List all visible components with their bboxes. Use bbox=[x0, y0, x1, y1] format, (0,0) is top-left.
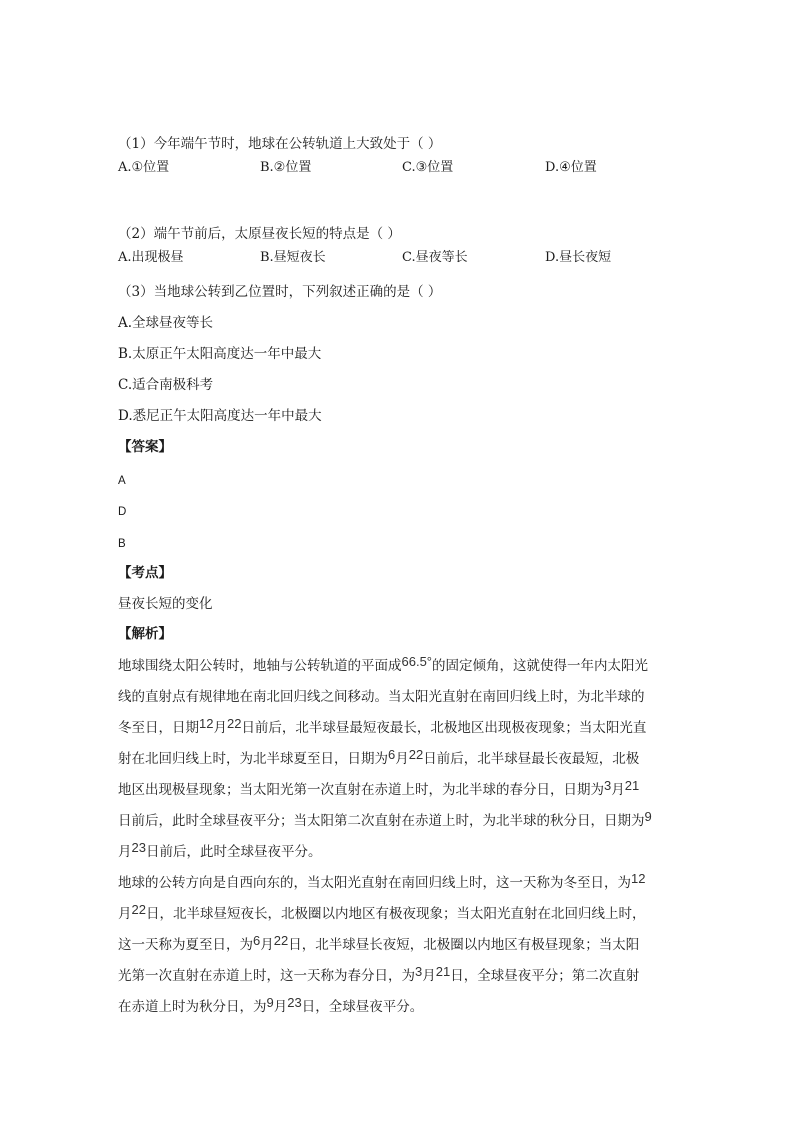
question-2-stem: （2）端午节前后，太原昼夜长短的特点是（ ） bbox=[118, 226, 401, 242]
paragraph-line: 日前后，此时全球昼夜平分；当太阳第二次直射在赤道上时，为北半球的秋分日，日期为9 bbox=[118, 809, 652, 829]
question-3-option-d: D.悉尼正午太阳高度达一年中最大 bbox=[118, 408, 322, 424]
paragraph-line: 月22日，北半球昼短夜长，北极圈以内地区有极夜现象；当太阳光直射在北回归线上时， bbox=[118, 902, 646, 922]
kaodian-heading: 【考点】 bbox=[118, 565, 172, 581]
question-1-stem: （1）今年端午节时，地球在公转轨道上大致处于（ ） bbox=[118, 136, 442, 152]
question-2-option-c: C.昼夜等长 bbox=[402, 250, 468, 265]
question-3-stem: （3）当地球公转到乙位置时，下列叙述正确的是（ ） bbox=[118, 284, 442, 300]
paragraph-line: 这一天称为夏至日，为6月22日，北半球昼长夜短，北极圈以内地区有极昼现象；当太阳 bbox=[118, 933, 640, 953]
paragraph-line: 光第一次直射在赤道上时，这一天称为春分日，为3月21日，全球昼夜平分；第二次直射 bbox=[118, 964, 640, 984]
answer-item-2: D bbox=[118, 506, 127, 518]
question-2-option-b: B.昼短夜长 bbox=[260, 250, 326, 265]
paragraph-line: 在赤道上时为秋分日，为9月23日，全球昼夜平分。 bbox=[118, 995, 424, 1015]
question-1-option-d: D.④位置 bbox=[545, 160, 597, 175]
answer-heading: 【答案】 bbox=[118, 439, 172, 455]
jiexi-heading: 【解析】 bbox=[118, 626, 172, 642]
paragraph-line: 地球围绕太阳公转时，地轴与公转轨道的平面成66.5°的固定倾角，这就使得一年内太阳光 bbox=[118, 654, 649, 674]
answer-item-3: B bbox=[118, 538, 126, 550]
paragraph-line: 射在北回归线上时，为北半球夏至日，日期为6月22日前后，北半球昼最长夜最短，北极 bbox=[118, 747, 640, 767]
paragraph-line: 线的直射点有规律地在南北回归线之间移动。当太阳光直射在南回归线上时，为北半球的 bbox=[118, 689, 645, 705]
question-3-option-c: C.适合南极科考 bbox=[118, 377, 214, 393]
question-3-option-a: A.全球昼夜等长 bbox=[118, 315, 214, 331]
question-2-option-d: D.昼长夜短 bbox=[545, 250, 612, 265]
answer-item-1: A bbox=[118, 475, 126, 487]
question-2-option-a: A.出现极昼 bbox=[118, 250, 184, 265]
question-1-option-a: A.①位置 bbox=[118, 160, 170, 175]
question-3-option-b: B.太原正午太阳高度达一年中最大 bbox=[118, 346, 322, 362]
paragraph-line: 冬至日，日期12月22日前后，北半球昼最短夜最长，北极地区出现极夜现象；当太阳光直 bbox=[118, 716, 647, 736]
paragraph-line: 地区出现极昼现象；当太阳光第一次直射在赤道上时，为北半球的春分日，日期为3月21 bbox=[118, 778, 640, 798]
paragraph-line: 月23日前后，此时全球昼夜平分。 bbox=[118, 840, 322, 860]
kaodian-text: 昼夜长短的变化 bbox=[118, 596, 213, 612]
question-1-option-c: C.③位置 bbox=[402, 160, 454, 175]
paragraph-line: 地球的公转方向是自西向东的，当太阳光直射在南回归线上时，这一天称为冬至日，为12 bbox=[118, 871, 646, 891]
question-1-option-b: B.②位置 bbox=[260, 160, 312, 175]
